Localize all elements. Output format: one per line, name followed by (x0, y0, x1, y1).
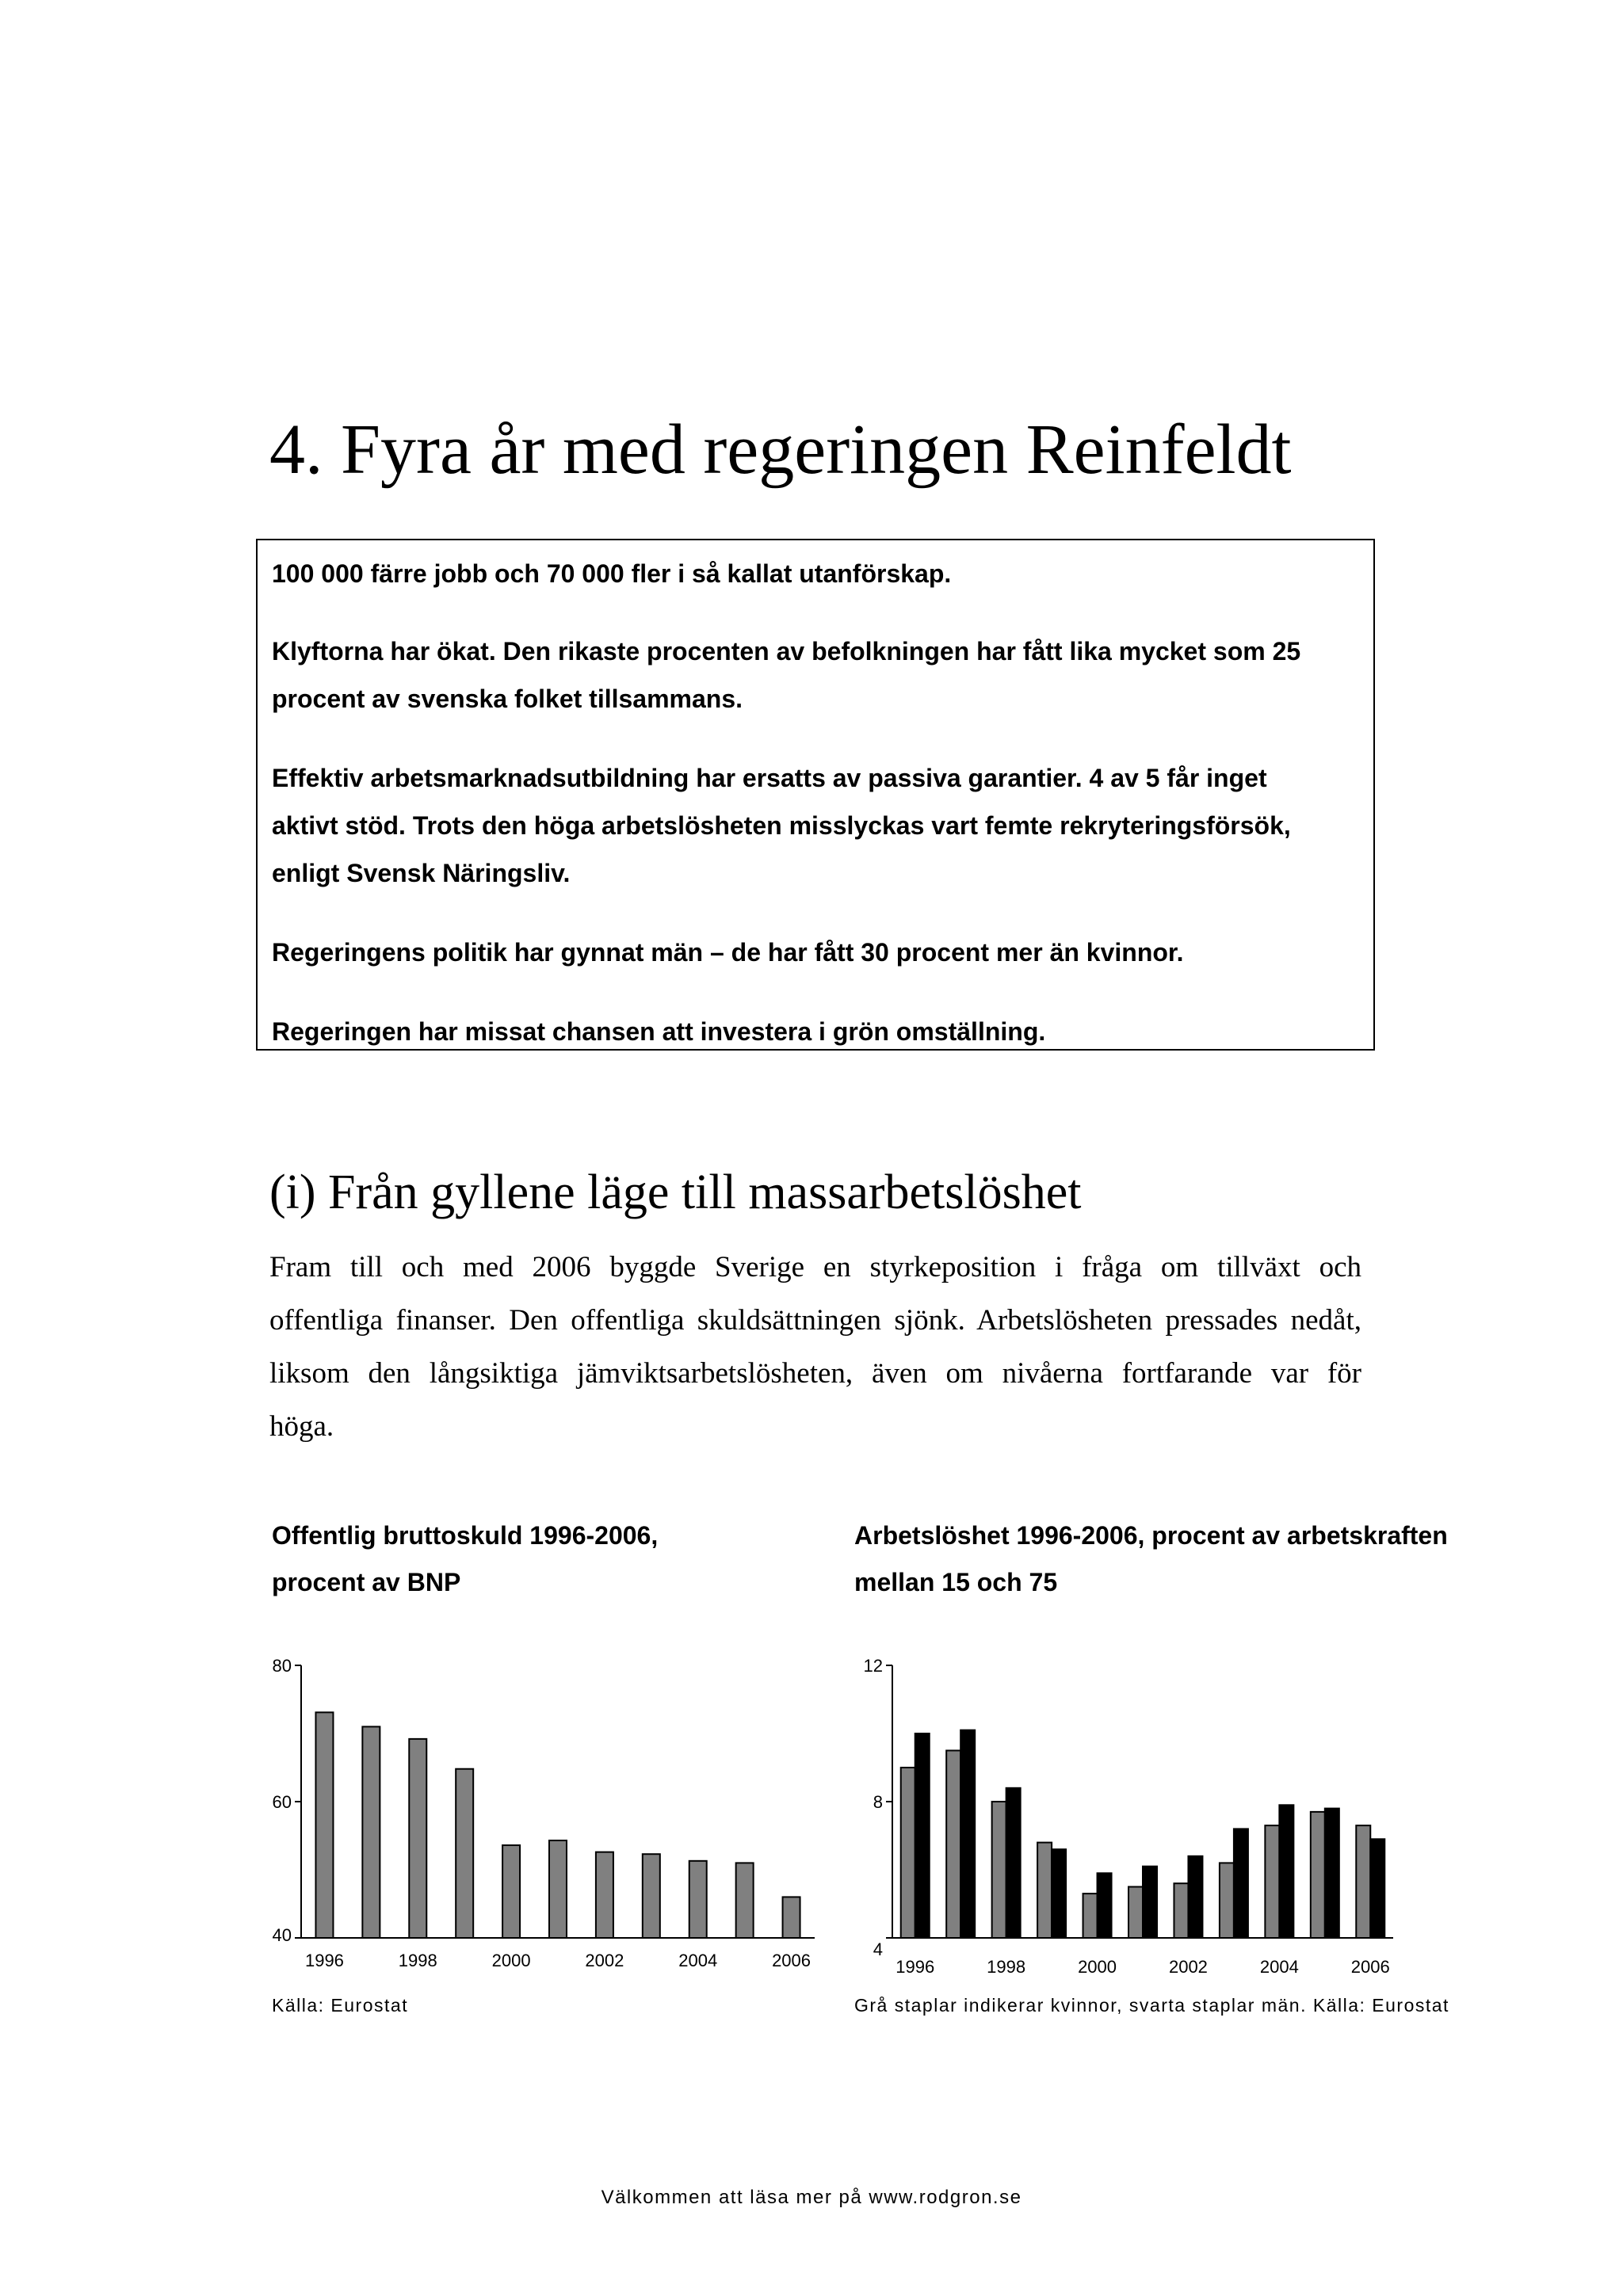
summary-line: 100 000 färre jobb och 70 000 fler i så kallat utanförskap. (272, 559, 952, 588)
x-tick-label: 1998 (987, 1957, 1026, 1977)
summary-line: procent av svenska folket tillsammans. (272, 685, 743, 713)
x-tick-label: 2006 (1350, 1957, 1390, 1977)
debt-chart-source: Källa: Eurostat (272, 1995, 409, 2016)
summary-line: Klyftorna har ökat. Den rikaste procenten av befolkningen har fått lika mycket som 25 (272, 637, 1301, 666)
chart-bar (1052, 1849, 1066, 1938)
x-tick-label: 1998 (398, 1951, 437, 1970)
chart-bar (992, 1802, 1006, 1938)
section-heading: (i) Från gyllene läge till massarbetslöshet (269, 1165, 1082, 1219)
body-line: Fram till och med 2006 byggde Sverige en styrkeposition i fråga om tillväxt och (269, 1251, 1361, 1283)
y-tick-label: 60 (272, 1792, 292, 1812)
y-tick-label: 8 (873, 1792, 883, 1812)
chart-bar (960, 1730, 975, 1938)
chart-bar (946, 1751, 960, 1939)
y-tick-label: 40 (272, 1925, 292, 1945)
unemployment-chart-title: Arbetslöshet 1996-2006, procent av arbetskraften (854, 1521, 1448, 1550)
x-tick-label: 2000 (491, 1951, 531, 1970)
y-tick-label: 80 (272, 1656, 292, 1676)
chart-bar (1311, 1812, 1325, 1938)
body-line: liksom den långsiktiga jämviktsarbetslösheten, även om nivåerna fortfarande var för (269, 1357, 1361, 1390)
chart-bar (1220, 1863, 1234, 1938)
chart-bar (502, 1845, 520, 1938)
chart-bar (783, 1897, 800, 1938)
chart-bar (915, 1733, 930, 1938)
chart-bar (1325, 1809, 1339, 1938)
summary-box (256, 539, 1375, 1051)
x-tick-label: 2002 (1168, 1957, 1208, 1977)
unemployment-bar-chart (840, 1632, 1411, 1981)
x-tick-label: 2002 (585, 1951, 624, 1970)
footer: Välkommen att läsa mer på www.rodgron.se (601, 2187, 1022, 2208)
unemployment-chart-source: Grå staplar indikerar kvinnor, svarta staplar män. Källa: Eurostat (854, 1995, 1449, 2016)
chart-bar (1037, 1843, 1052, 1938)
x-tick-label: 2006 (772, 1951, 812, 1970)
chart-bar (1188, 1856, 1202, 1938)
y-tick-label: 4 (873, 1939, 883, 1959)
chart-bar (549, 1840, 567, 1938)
chapter-title: 4. Fyra år med regeringen Reinfeldt (269, 410, 1292, 489)
x-tick-label: 2000 (1078, 1957, 1117, 1977)
chart-bar (362, 1726, 380, 1938)
summary-line: Effektiv arbetsmarknadsutbildning har ersatts av passiva garantier. 4 av 5 får inget (272, 764, 1267, 792)
chart-bar (1279, 1805, 1293, 1938)
x-tick-label: 2004 (678, 1951, 718, 1970)
summary-line: enligt Svensk Näringsliv. (272, 859, 571, 887)
chart-bar (736, 1863, 754, 1938)
chart-bar (689, 1861, 707, 1938)
chart-bar (901, 1768, 915, 1938)
chart-bar (1143, 1867, 1157, 1938)
chart-bar (315, 1712, 333, 1938)
chart-bar (1356, 1825, 1370, 1938)
chart-bar (1098, 1873, 1112, 1938)
debt-chart-title: procent av BNP (272, 1568, 461, 1596)
debt-chart-title: Offentlig bruttoskuld 1996-2006, (272, 1521, 659, 1550)
x-tick-label: 2004 (1259, 1957, 1299, 1977)
chart-bar (1234, 1829, 1248, 1938)
chart-bar (1006, 1788, 1021, 1938)
summary-line: Regeringens politik har gynnat män – de har fått 30 procent mer än kvinnor. (272, 938, 1184, 967)
chart-bar (643, 1854, 660, 1938)
x-tick-label: 1996 (896, 1957, 935, 1977)
chart-bar (456, 1769, 473, 1938)
summary-line: aktivt stöd. Trots den höga arbetslösheten misslyckas vart femte rekryteringsförsök, (272, 811, 1291, 840)
y-tick-label: 12 (863, 1656, 883, 1676)
chart-bar (1370, 1839, 1384, 1938)
chart-bar (596, 1852, 613, 1938)
chart-bar (409, 1739, 426, 1938)
x-tick-label: 1996 (304, 1951, 344, 1970)
body-line: höga. (269, 1410, 334, 1443)
chart-bar (1174, 1883, 1188, 1938)
body-line: offentliga finanser. Den offentliga skuldsättningen sjönk. Arbetslösheten pressades nedåt, (269, 1304, 1361, 1337)
chart-bar (1083, 1894, 1098, 1938)
debt-bar-chart (238, 1632, 840, 1981)
unemployment-chart-title: mellan 15 och 75 (854, 1568, 1058, 1596)
summary-line: Regeringen har missat chansen att investera i grön omställning. (272, 1017, 1046, 1046)
chart-bar (1128, 1887, 1143, 1939)
chart-bar (1265, 1825, 1279, 1938)
